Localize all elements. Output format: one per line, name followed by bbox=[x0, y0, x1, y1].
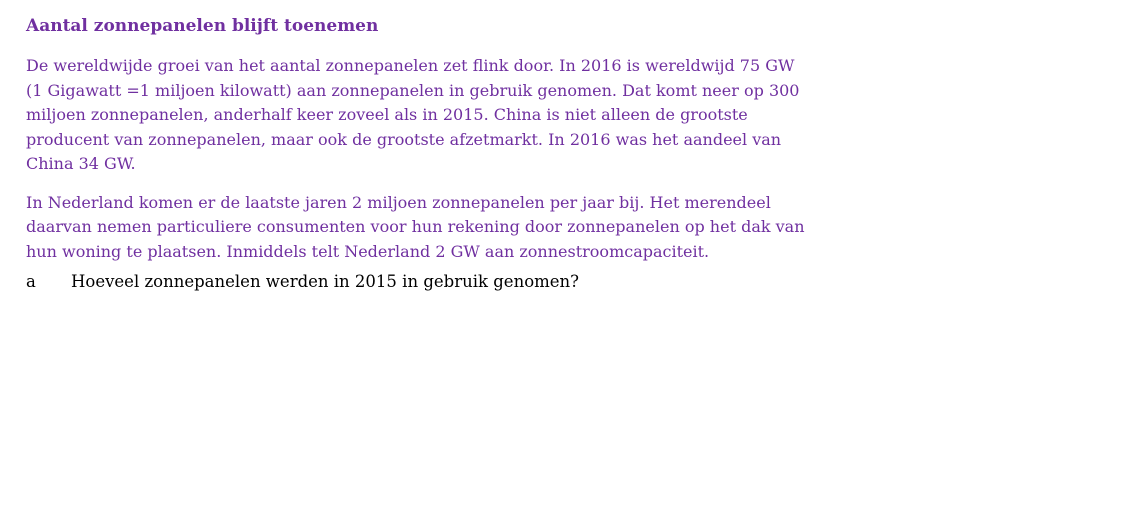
question-a bbox=[26, 270, 579, 294]
document-title: Aantal zonnepanelen blijft toenemen bbox=[26, 16, 379, 36]
question-letter: a bbox=[26, 272, 36, 291]
question-text: Hoeveel zonnepanelen werden in 2015 in gebruik genomen? bbox=[71, 272, 580, 291]
paragraph-world-growth: De wereldwijde groei van het aantal zonnepanelen zet flink door. In 2016 is wereldwijd 75 GW (1 Gigawatt =1 miljoen kilowatt) aan zonnepanelen in gebruik genomen. Dat komt neer op 300 miljoen zonnepanelen, anderhalf keer zoveel als in 2015. China is niet alleen de grootste producent van zonnepanelen, maar ook de grootste afzetmarkt. In 2016 was het aandeel van China 34 GW. bbox=[26, 56, 800, 173]
paragraph-netherlands: In Nederland komen er de laatste jaren 2 miljoen zonnepanelen per jaar bij. Het merendeel daarvan nemen particuliere consumenten voor hun rekening door zonnepanelen op het dak van hun woning te plaatsen. Inmiddels telt Nederland 2 GW aan zonnestroomcapaciteit. bbox=[26, 192, 805, 261]
document-page bbox=[26, 12, 1116, 291]
